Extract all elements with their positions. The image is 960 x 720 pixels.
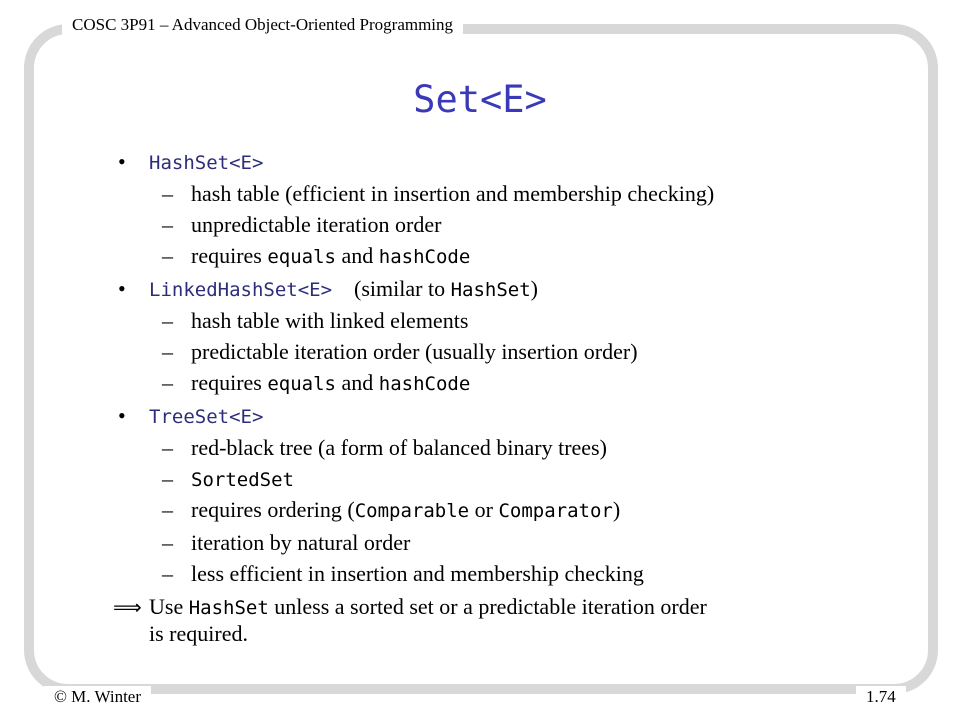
linked-name: LinkedHashSet<E>	[149, 279, 333, 301]
sortedset-code: SortedSet	[191, 469, 294, 491]
linked-item-3	[191, 370, 470, 397]
hashset-heading	[149, 149, 263, 176]
bullet-icon: •	[118, 276, 126, 301]
equals-code: equals	[267, 246, 336, 268]
requires-text: requires	[191, 370, 268, 395]
dash-icon: –	[162, 530, 173, 555]
tree-item-3	[191, 497, 620, 524]
conclusion-code: HashSet	[188, 597, 269, 619]
bullet-icon: •	[118, 149, 126, 174]
similar-suffix: )	[530, 276, 538, 301]
hashcode-code: hashCode	[378, 246, 471, 268]
ordering-suffix: )	[612, 497, 621, 522]
or-text: or	[469, 497, 499, 522]
hashset-item-1: hash table (efficient in insertion and membership checking)	[191, 181, 715, 206]
tree-item-4: iteration by natural order	[191, 530, 411, 555]
hashset-name: HashSet<E>	[149, 152, 264, 174]
use-text: Use	[149, 594, 189, 619]
slide-title: Set<E>	[413, 78, 547, 121]
ordering-prefix: requires ordering (	[191, 497, 355, 522]
and-text: and	[336, 243, 379, 268]
dash-icon: –	[162, 181, 173, 206]
linked-item-2: predictable iteration order (usually insertion order)	[191, 339, 638, 364]
tree-item-2	[191, 466, 294, 493]
conclusion-line-2: is required.	[149, 621, 248, 646]
dash-icon: –	[162, 308, 173, 333]
dash-icon: –	[162, 466, 173, 491]
dash-icon: –	[162, 339, 173, 364]
hashset-item-2: unpredictable iteration order	[191, 212, 442, 237]
similar-code: HashSet	[450, 279, 531, 301]
linked-heading	[149, 276, 538, 303]
tree-heading	[149, 403, 263, 430]
conclusion-line-1	[149, 594, 707, 621]
comparator-code: Comparator	[498, 500, 613, 522]
hashcode-code: hashCode	[378, 373, 471, 395]
dash-icon: –	[162, 243, 173, 268]
linked-item-1: hash table with linked elements	[191, 308, 469, 333]
author-footer: © M. Winter	[44, 686, 151, 709]
dash-icon: –	[162, 561, 173, 586]
tree-item-5: less efficient in insertion and membership checking	[191, 561, 644, 586]
conclusion-rest: unless a sorted set or a predictable iteration order	[268, 594, 707, 619]
dash-icon: –	[162, 212, 173, 237]
bullet-icon: •	[118, 403, 126, 428]
dash-icon: –	[162, 497, 173, 522]
dash-icon: –	[162, 370, 173, 395]
implies-arrow-icon: ⟹	[113, 595, 142, 619]
tree-name: TreeSet<E>	[149, 406, 264, 428]
page-number: 1.74	[856, 686, 906, 709]
dash-icon: –	[162, 435, 173, 460]
equals-code: equals	[267, 373, 336, 395]
hashset-item-3	[191, 243, 470, 270]
and-text: and	[336, 370, 379, 395]
course-header: COSC 3P91 – Advanced Object-Oriented Programming	[62, 14, 463, 37]
requires-text: requires	[191, 243, 268, 268]
tree-item-1: red-black tree (a form of balanced binary trees)	[191, 435, 607, 460]
similar-prefix: (similar to	[354, 276, 451, 301]
comparable-code: Comparable	[354, 500, 470, 522]
